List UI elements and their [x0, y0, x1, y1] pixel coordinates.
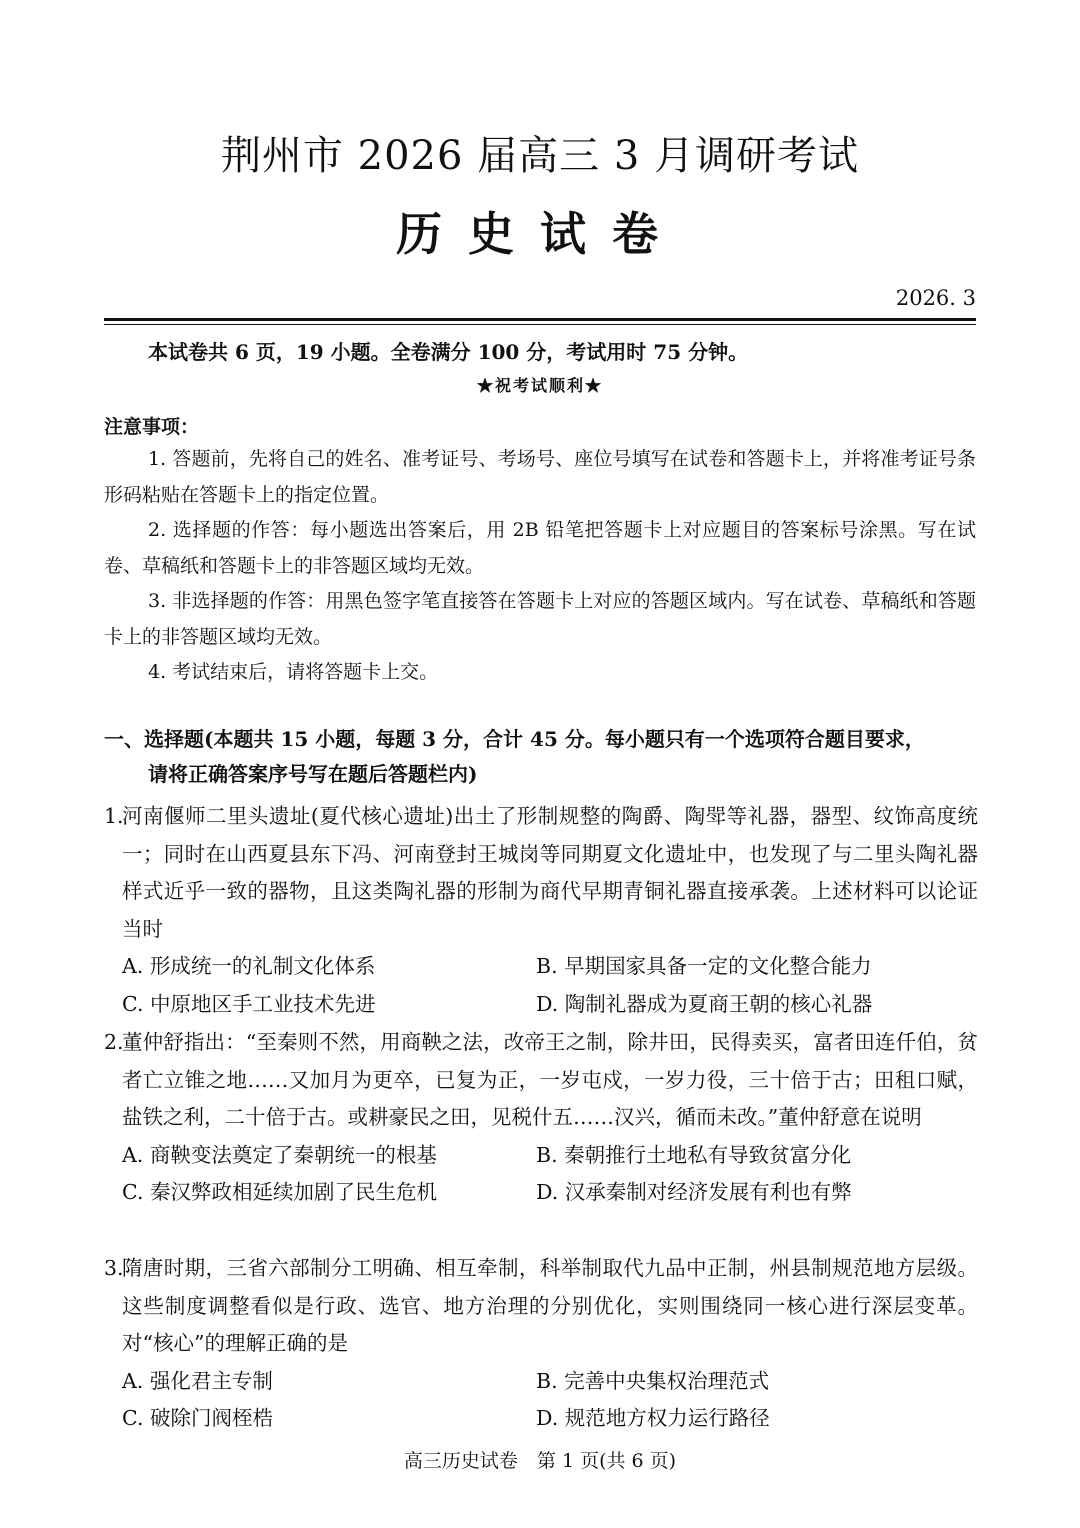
exam-intro: 本试卷共 6 页，19 小题。全卷满分 100 分，考试用时 75 分钟。 [148, 340, 749, 364]
notice-heading: 注意事项： [104, 416, 200, 438]
header-rule-thin [104, 324, 976, 325]
question-1 [104, 798, 978, 1023]
option-a: A. 商鞅变法奠定了秦朝统一的根基 [122, 1142, 437, 1167]
option-grid [122, 1137, 978, 1212]
option-d: D. 规范地方权力运行路径 [536, 1406, 770, 1430]
question-3 [104, 1250, 978, 1438]
notice-item: 2. 选择题的作答：每小题选出答案后，用 2B 铅笔把答题卡上对应题目的答案标号涂黑。写在试卷、草稿纸和答题卡上的非答题区域均无效。 [104, 519, 976, 577]
notice-item: 1. 答题前，先将自己的姓名、准考证号、考场号、座位号填写在试卷和答题卡上，并将准考证号条形码粘贴在答题卡上的指定位置。 [104, 448, 976, 506]
notice-item: 3. 非选择题的作答：用黑色签字笔直接答在答题卡上对应的答题区域内。写在试卷、草稿纸和答题卡上的非答题区域均无效。 [104, 590, 976, 648]
option-b: B. 早期国家具备一定的文化整合能力 [536, 954, 872, 978]
option-c: C. 中原地区手工业技术先进 [122, 991, 376, 1016]
option-a: A. 形成统一的礼制文化体系 [122, 954, 376, 978]
option-c: C. 秦汉弊政相延续加剧了民生危机 [122, 1180, 437, 1204]
question-2 [104, 1024, 978, 1212]
page-footer: 高三历史试卷 第 1 页(共 6 页) [403, 1450, 677, 1472]
section-heading [104, 722, 978, 792]
option-a: A. 强化君主专制 [122, 1368, 273, 1393]
notice-item: 4. 考试结束后，请将答题卡上交。 [148, 661, 439, 683]
section-heading-line1: 一、选择题(本题共 15 小题，每题 3 分，合计 45 分。每小题只有一个选项符合题目要求， [104, 727, 925, 751]
question-number: 3. [104, 1256, 124, 1280]
question-stem: 河南偃师二里头遗址(夏代核心遗址)出土了形制规整的陶爵、陶斝等礼器，器型、纹饰高度统一；同时在山西夏县东下冯、河南登封王城岗等同期夏文化遗址中，也发现了与二里头陶礼器样式近乎一致的器物，且这类陶礼器的形制为商代早期青铜礼器直接承袭。上述材料可以论证当时 [122, 804, 978, 941]
subject-title: 历史试卷 [396, 207, 684, 261]
exam-title: 荆州市 2026 届高三 3 月调研考试 [220, 133, 860, 179]
option-grid [122, 1363, 978, 1438]
option-d: D. 陶制礼器成为夏商王朝的核心礼器 [536, 991, 873, 1016]
option-grid [122, 948, 978, 1023]
good-luck-banner: ★祝考试顺利★ [476, 376, 603, 395]
question-stem: 董仲舒指出：“至秦则不然，用商鞅之法，改帝王之制，除井田，民得卖买，富者田连仟伯，贫者亡立锥之地……又加月为更卒，已复为正，一岁屯戍，一岁力役，三十倍于古；田租口赋，盐铁之利，二十倍于古。或耕豪民之田，见税什五……汉兴，循而未改。”董仲舒意在说明 [122, 1030, 978, 1129]
option-b: B. 秦朝推行土地私有导致贫富分化 [536, 1142, 852, 1167]
header-rule-thick [104, 318, 976, 321]
option-c: C. 破除门阀桎梏 [122, 1406, 273, 1430]
section-heading-line2: 请将正确答案序号写在题后答题栏内) [148, 762, 478, 786]
question-number: 2. [104, 1030, 124, 1054]
option-b: B. 完善中央集权治理范式 [536, 1368, 770, 1393]
notice-list [104, 442, 976, 691]
question-number: 1. [104, 804, 124, 828]
question-stem: 隋唐时期，三省六部制分工明确、相互牵制，科举制取代九品中正制，州县制规范地方层级。这些制度调整看似是行政、选官、地方治理的分别优化，实则围绕同一核心进行深层变革。对“核心”的理解正确的是 [122, 1256, 978, 1355]
exam-date: 2026. 3 [895, 286, 976, 310]
option-d: D. 汉承秦制对经济发展有利也有弊 [536, 1180, 852, 1204]
